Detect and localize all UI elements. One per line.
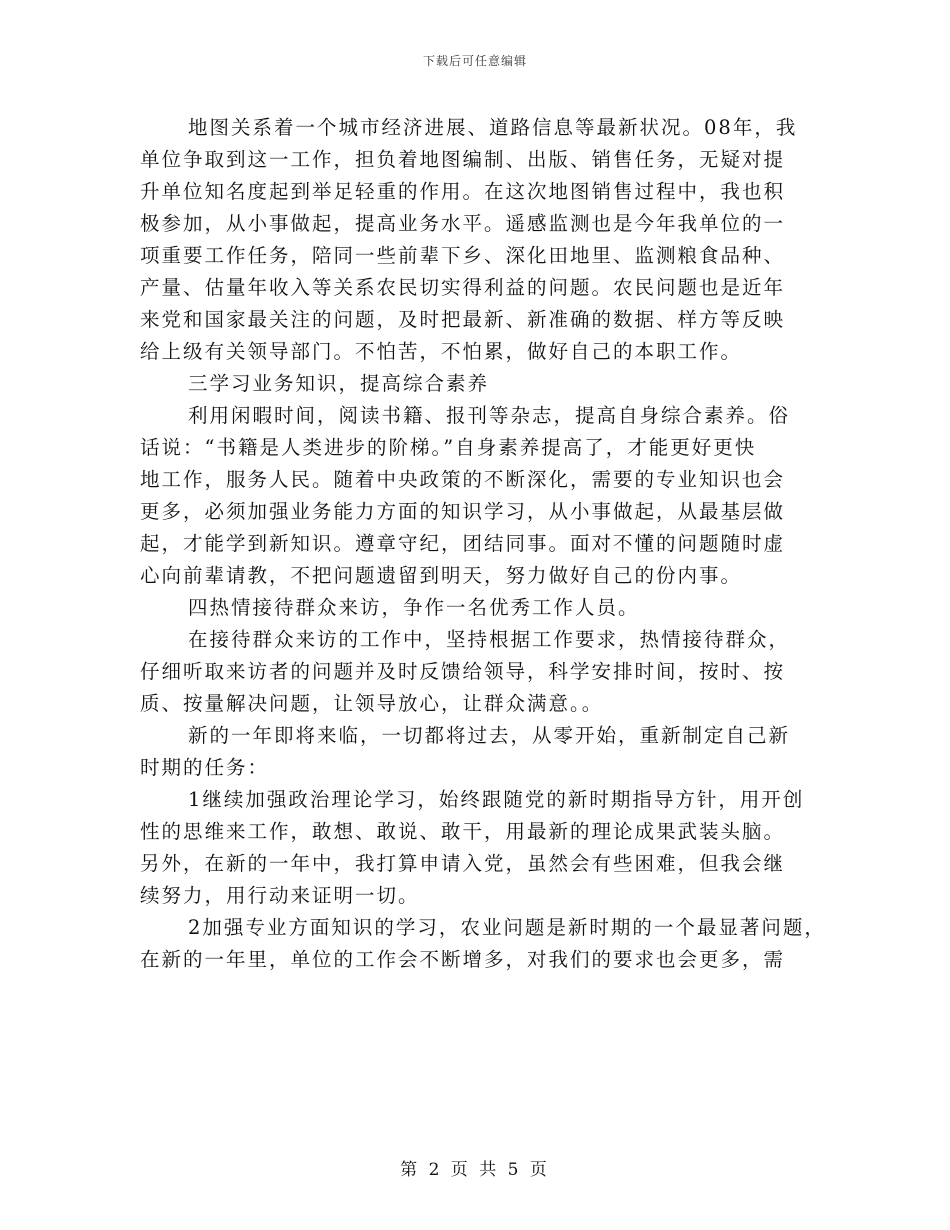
text-line: 项重要工作任务，陪同一些前辈下乡、深化田地里、监测粮食品种、 — [140, 244, 786, 267]
document-body — [140, 112, 830, 976]
text-line: 时期的任务： — [140, 756, 270, 779]
text-line: 话说：“书籍是人类进步的阶梯。”自身素养提高了，才能更好更快 — [140, 436, 757, 459]
text-line: 心向前辈请教，不把问题遗留到明天，努力做好自己的份内事。 — [140, 564, 743, 587]
text-line: 仔细听取来访者的问题并及时反馈给领导，科学安排时间，按时、按 — [140, 660, 786, 683]
text-line: 质、按量解决问题，让领导放心，让群众满意。。 — [140, 692, 604, 715]
text-line: 给上级有关领导部门。不怕苦，不怕累，做好自己的本职工作。 — [140, 340, 743, 363]
text-line: 地工作，服务人民。随着中央政策的不断深化，需要的专业知识也会 — [140, 468, 786, 491]
text-line: 极参加，从小事做起，提高业务水平。遥感监测也是今年我单位的一 — [140, 212, 786, 235]
text-line: 1继续加强政治理论学习，始终跟随党的新时期指导方针，用开创 — [188, 788, 805, 811]
text-line: 续努力，用行动来证明一切。 — [140, 884, 420, 907]
text-line: 四热情接待群众来访，争作一名优秀工作人员。 — [188, 596, 640, 619]
text-line: 地图关系着一个城市经济进展、道路信息等最新状况。08年，我 — [188, 116, 798, 139]
text-line: 更多，必须加强业务能力方面的知识学习，从小事做起，从最基层做 — [140, 500, 786, 523]
text-line: 升单位知名度起到举足轻重的作用。在这次地图销售过程中，我也积 — [140, 180, 786, 203]
text-line: 起，才能学到新知识。遵章守纪，团结同事。面对不懂的问题随时虚 — [140, 532, 786, 555]
text-line: 在新的一年里，单位的工作会不断增多，对我们的要求也会更多，需 — [140, 948, 786, 971]
text-line: 来党和国家最关注的问题，及时把最新、新准确的数据、样方等反映 — [140, 308, 786, 331]
page-header: 下载后可任意编辑 — [422, 54, 527, 68]
text-line: 另外，在新的一年中，我打算申请入党，虽然会有些困难，但我会继 — [140, 852, 786, 875]
text-line: 利用闲暇时间，阅读书籍、报刊等杂志，提高自身综合素养。俗 — [188, 404, 791, 427]
page-footer: 第 2 页 共 5 页 — [400, 1160, 550, 1180]
text-line: 单位争取到这一工作，担负着地图编制、出版、销售任务，无疑对提 — [140, 148, 786, 171]
text-line: 性的思维来工作，敢想、敢说、敢干，用最新的理论成果武装头脑。 — [140, 820, 786, 843]
text-line: 新的一年即将来临，一切都将过去，从零开始，重新制定自己新 — [188, 724, 791, 747]
text-line: 在接待群众来访的工作中，坚持根据工作要求，热情接待群众， — [188, 628, 791, 651]
text-line: 2加强专业方面知识的学习，农业问题是新时期的一个最显著问题， — [188, 916, 826, 939]
text-line: 三学习业务知识，提高综合素养 — [188, 372, 490, 395]
text-line: 产量、估量年收入等关系农民切实得利益的问题。农民问题也是近年 — [140, 276, 786, 299]
